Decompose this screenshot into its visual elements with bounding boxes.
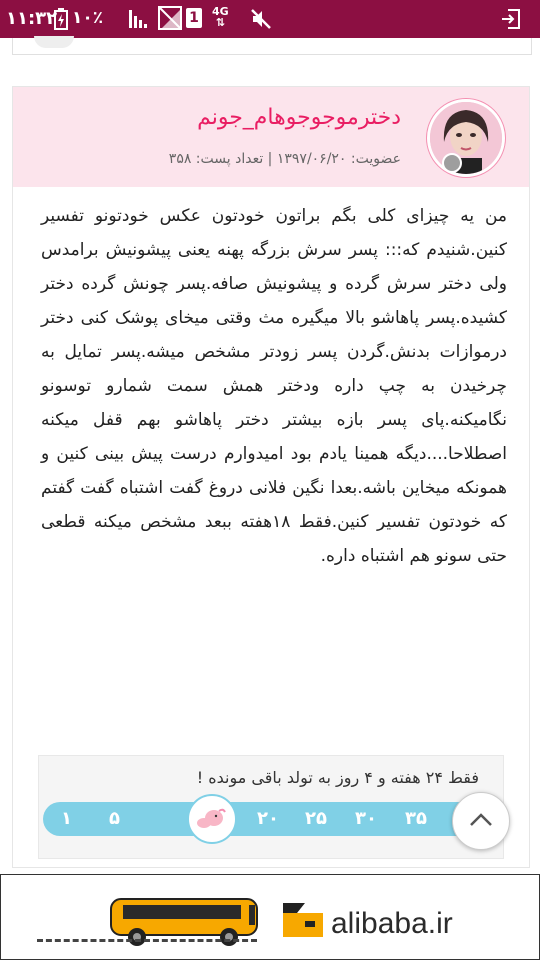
previous-avatar (34, 36, 74, 48)
network-type: 4G ⇅ (212, 5, 229, 29)
pregnancy-ticker (38, 755, 504, 859)
sim-icon: 1 (186, 8, 202, 28)
ad-banner[interactable] (0, 874, 540, 960)
ad-brand: alibaba.ir (331, 907, 453, 940)
mute-icon (250, 8, 272, 34)
ticker-tick: ۲۵ (305, 808, 327, 829)
post-card (12, 86, 530, 868)
no-signal-icon (158, 6, 182, 34)
ad-road (37, 939, 257, 946)
battery-icon (54, 8, 68, 34)
ticker-tick: ۳۰ (355, 808, 377, 829)
battery-percent: ۱۰٪ (72, 8, 104, 28)
baby-icon (187, 794, 237, 844)
ticker-tick: ۵ (109, 808, 120, 829)
ticker-tick: ۱ (61, 808, 72, 829)
ticker-text: فقط ۲۴ هفته و ۴ روز به تولد باقی مونده ! (196, 768, 479, 787)
user-avatar[interactable] (427, 99, 505, 177)
post-meta: عضویت: ۱۳۹۷/۰۶/۲۰ | تعداد پست: ۳۵۸ (168, 151, 401, 167)
ticker-tick: ۳۵ (405, 808, 427, 829)
post-body: من یه چیزای کلی بگم براتون خودتون عکس خودتونو تفسیر کنین.شنیدم که::: پسر سرش بزرگه پهنه یعنی پیشونیش برامدس ولی دختر سرش گرده و پیشونیش صافه.پسر چونش گرده دختر کشیده.پسر پاهاشو بالا میگیره مث وقتی میخای پوشک کنی دختر درموازات بدنش.گردن پسر زودتر مشخص میشه.پسر تمایل به چرخیدن به چپ داره ودختر همش سمت شمارو توسونو نگامیکنه.پای پسر بازه بیشتر دختر پاهاشو بهم قفل میکنه اصطلاحا....دیگه همینا یادم بود امیدوارم درست پیش بینی کنین و همونکه میخاین باشه.بعدا نگین فلانی دروغ گفت اشتباه گفت گفتم که خودتون تفسیر کنین.فقط ۱۸هفته ببعد مشخص میکنه قطعی حتی سونو هم اشتباه داره. (41, 206, 507, 566)
previous-post-card (12, 38, 532, 55)
signal-icon (128, 8, 152, 34)
status-bar (0, 0, 540, 38)
online-status-dot (442, 153, 462, 173)
exit-icon[interactable] (500, 8, 522, 34)
post-header (13, 87, 529, 187)
post-username[interactable]: دخترموجوجوهام_جونم (197, 105, 401, 130)
alibaba-logo-icon (281, 899, 329, 947)
scroll-top-button[interactable] (452, 792, 510, 850)
status-time: ۱۱:۳۲ (6, 8, 58, 29)
ticker-tick: ۲۰ (257, 808, 279, 829)
chevron-up-icon (453, 793, 509, 849)
